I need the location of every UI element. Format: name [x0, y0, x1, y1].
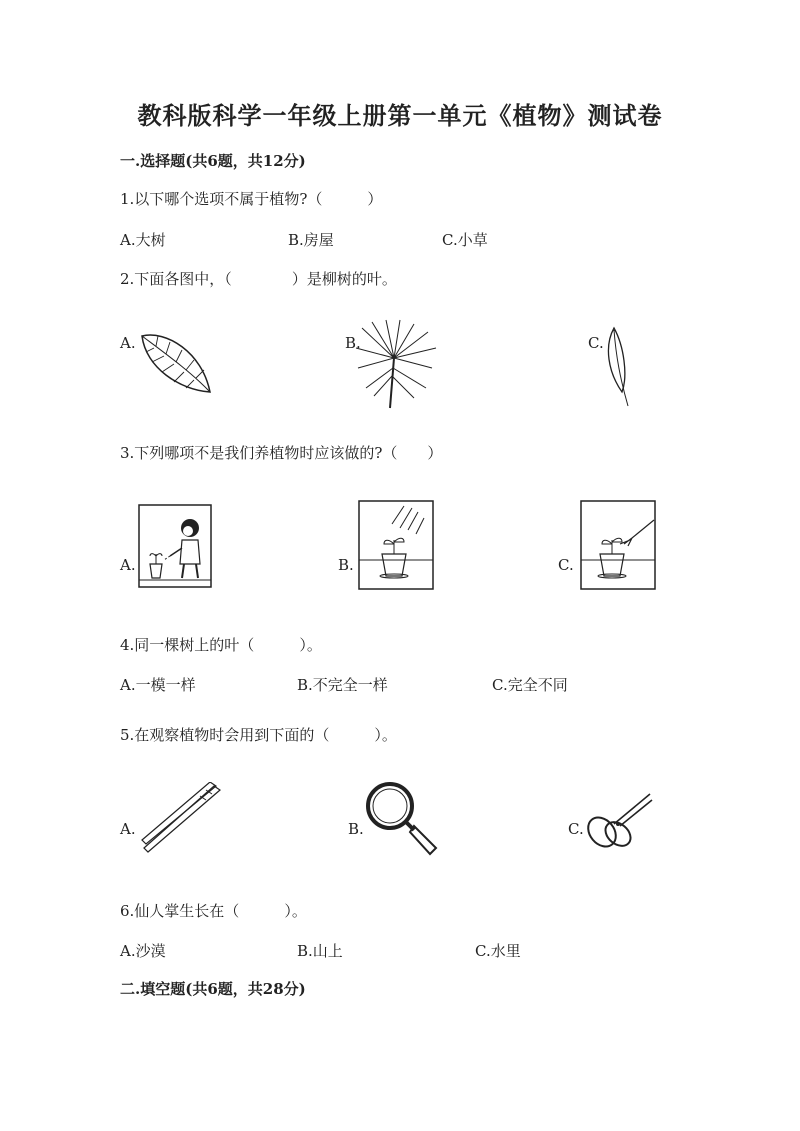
question-6: 6.仙人掌生长在（ ）。 — [120, 902, 307, 920]
section-heading-fill-in: 二.填空题(共6题，共28分) — [120, 980, 306, 998]
q1-option-c[interactable]: C.小草 — [442, 231, 488, 249]
q5-option-c[interactable]: C. — [568, 820, 584, 838]
magnifying-glass-icon — [362, 778, 442, 858]
scissors-icon — [584, 792, 654, 852]
q6-option-a[interactable]: A.沙漠 — [120, 942, 166, 960]
question-2: 2.下面各图中，（ ）是柳树的叶。 — [120, 270, 397, 288]
q2-option-a[interactable]: A. — [120, 334, 136, 352]
q2-option-b[interactable]: B. — [345, 334, 361, 352]
q4-option-b[interactable]: B.不完全一样 — [297, 676, 388, 694]
q6-option-c[interactable]: C.水里 — [475, 942, 521, 960]
q2-option-c[interactable]: C. — [588, 334, 604, 352]
potted-plant-in-sunlight-icon — [358, 500, 434, 590]
pine-needle-branch-icon — [352, 318, 442, 410]
q3-option-a[interactable]: A. — [120, 556, 136, 574]
question-5: 5.在观察植物时会用到下面的（ ）。 — [120, 726, 397, 744]
willow-leaf-icon — [600, 326, 640, 410]
question-4: 4.同一棵树上的叶（ ）。 — [120, 636, 322, 654]
q3-option-b[interactable]: B. — [338, 556, 354, 574]
q5-option-b[interactable]: B. — [348, 820, 364, 838]
q1-option-b[interactable]: B.房屋 — [288, 231, 334, 249]
q5-option-a[interactable]: A. — [120, 820, 136, 838]
q4-option-a[interactable]: A.一模一样 — [120, 676, 196, 694]
page-title: 教科版科学一年级上册第一单元《植物》测试卷 — [137, 101, 663, 130]
q4-option-c[interactable]: C.完全不同 — [492, 676, 568, 694]
q3-option-c[interactable]: C. — [558, 556, 574, 574]
question-1: 1.以下哪个选项不属于植物?（ ） — [120, 190, 383, 208]
q1-option-a[interactable]: A.大树 — [120, 231, 166, 249]
q6-option-b[interactable]: B.山上 — [297, 942, 343, 960]
child-watering-plant-icon — [138, 504, 212, 588]
broad-serrated-leaf-icon — [136, 326, 216, 398]
hand-touching-potted-plant-icon — [580, 500, 656, 590]
question-3: 3.下列哪项不是我们养植物时应该做的?（ ） — [120, 444, 443, 462]
section-heading-choice: 一.选择题(共6题，共12分) — [120, 152, 306, 170]
chopsticks-icon — [140, 782, 224, 856]
